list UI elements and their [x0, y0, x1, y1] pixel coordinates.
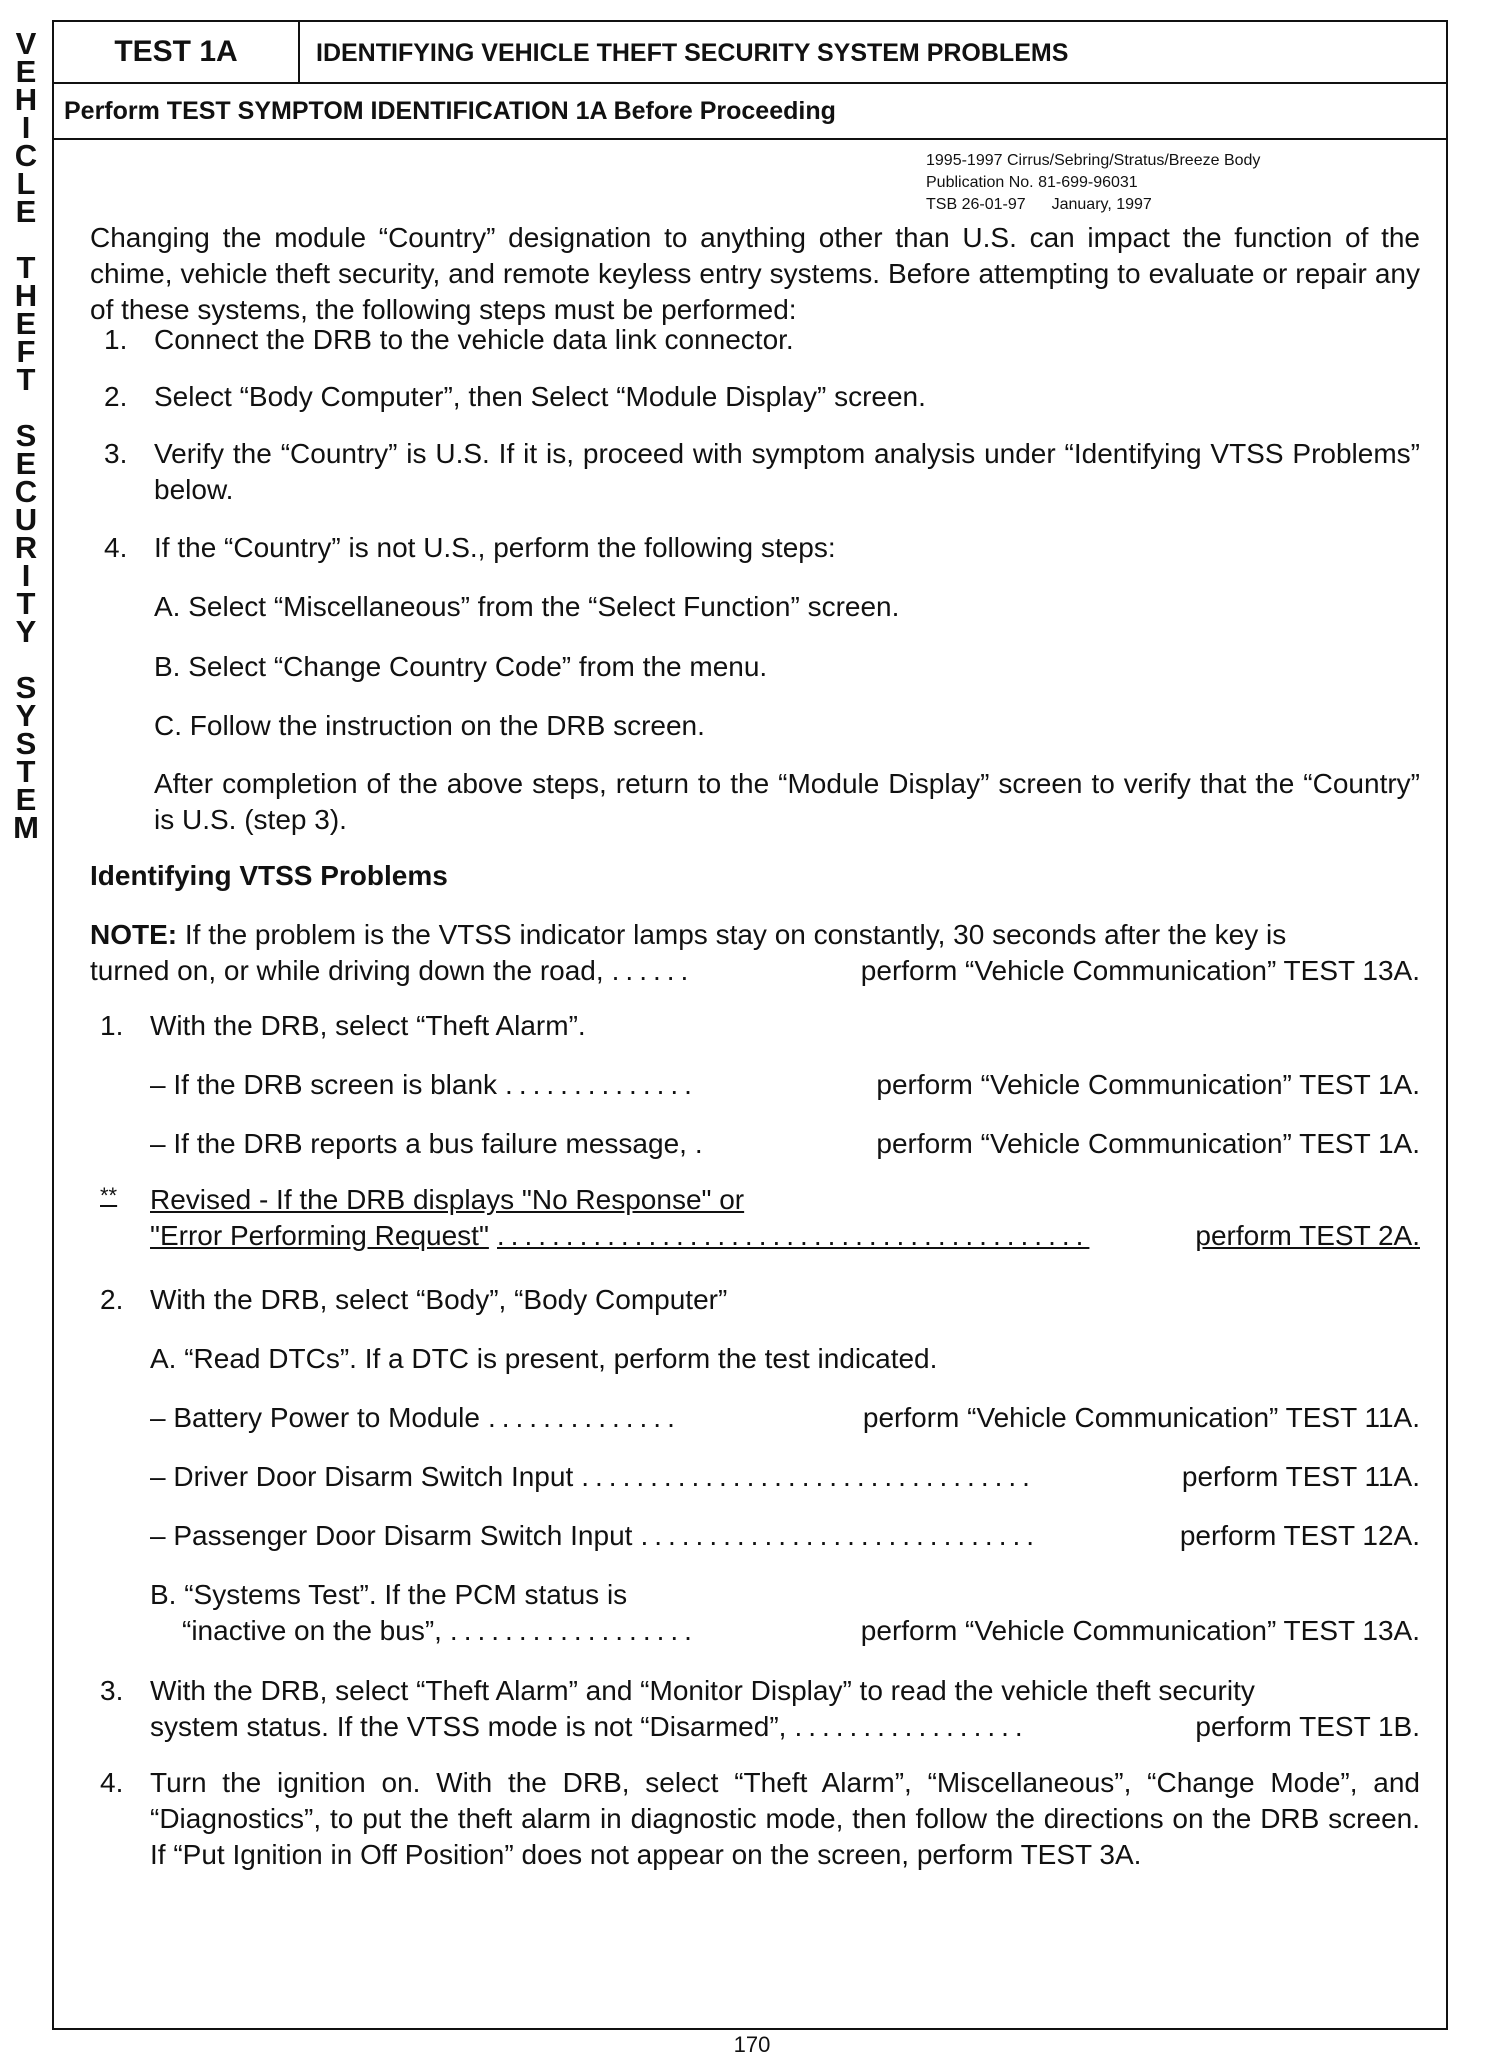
condition-result: perform TEST 2A.	[1195, 1220, 1420, 1251]
test-id: TEST 1A	[54, 22, 300, 82]
vtss-step-2a: A. “Read DTCs”. If a DTC is present, perform the test indicated.	[150, 1343, 938, 1374]
step-number: 1.	[104, 324, 128, 355]
step-text: With the DRB, select “Theft Alarm” and “Monitor Display” to read the vehicle theft security	[150, 1675, 1255, 1706]
test-subtitle: Perform TEST SYMPTOM IDENTIFICATION 1A Before Proceeding	[64, 97, 836, 125]
test-title: IDENTIFYING VEHICLE THEFT SECURITY SYSTEM PROBLEMS	[316, 39, 1069, 67]
step-text: Select “Body Computer”, then Select “Module Display” screen.	[154, 381, 926, 412]
condition-result: perform TEST 11A.	[1181, 1461, 1420, 1492]
sidebar-letter: R	[14, 530, 38, 565]
vtss-step-1b: – If the DRB reports a bus failure message, . perform “Vehicle Communication” TEST 1A.	[150, 1126, 1420, 1162]
sidebar-vertical-title	[2, 26, 50, 845]
vtss-step-2a-3: – Passenger Door Disarm Switch Input ............................. perform TEST 12A.	[150, 1518, 1420, 1554]
sidebar-letter: Y	[15, 698, 37, 733]
vtss-step-2b: B. “Systems Test”. If the PCM status is “inactive on the bus”, .................. perform “Vehicle Communication” TEST 13A.	[150, 1577, 1420, 1649]
step-number: 4.	[100, 1767, 124, 1798]
step-text: With the DRB, select “Body”, “Body Computer”	[150, 1284, 728, 1315]
substep-c: C. Follow the instruction on the DRB screen.	[154, 710, 705, 741]
condition-label: “inactive on the bus”,	[182, 1615, 442, 1646]
vtss-step-2a-2: – Driver Door Disarm Switch Input ................................. perform TEST 11A.	[150, 1459, 1420, 1495]
sidebar-letter: T	[16, 754, 36, 789]
condition-label: – Driver Door Disarm Switch Input	[150, 1461, 574, 1492]
step-4	[104, 530, 1420, 566]
note: NOTE: If the problem is the VTSS indicator lamps stay on constantly, 30 seconds after the key is turned on, or while driving down the road, ...... perform “Vehicle Communication” TEST 13A.	[90, 917, 1420, 989]
sidebar-letter: I	[21, 110, 31, 145]
sidebar-letter: T	[16, 250, 36, 285]
step-text: With the DRB, select “Theft Alarm”.	[150, 1010, 586, 1041]
condition-label: – Battery Power to Module	[150, 1402, 480, 1433]
sidebar-letter: E	[15, 446, 37, 481]
sidebar-letter: C	[14, 138, 38, 173]
condition-result: perform “Vehicle Communication” TEST 1A.	[876, 1128, 1420, 1159]
note-label: NOTE:	[90, 919, 178, 950]
condition-result: perform TEST 1B.	[1195, 1711, 1420, 1742]
step-number: 4.	[104, 532, 128, 563]
sidebar-letter: V	[15, 26, 37, 61]
sidebar-letter: T	[16, 586, 36, 621]
section-heading: Identifying VTSS Problems	[90, 860, 448, 891]
sidebar-letter: Y	[15, 614, 37, 649]
pubinfo-tsb-number: TSB 26-01-97	[926, 196, 1026, 213]
condition-label: – Passenger Door Disarm Switch Input	[150, 1520, 633, 1551]
revision-mark: **	[100, 1183, 118, 1208]
pubinfo-publication: Publication No. 81-699-96031	[926, 174, 1138, 191]
condition-result: perform “Vehicle Communication” TEST 13A.	[860, 1615, 1420, 1646]
note-line-1: If the problem is the VTSS indicator lamps stay on constantly, 30 seconds after the key is	[184, 919, 1287, 950]
condition-label: – If the DRB screen is blank	[150, 1069, 498, 1100]
vtss-step-3: 3. With the DRB, select “Theft Alarm” and “Monitor Display” to read the vehicle theft security system status. If the VTSS mode is not “Disarmed”, ................. perform TEST 1B.	[100, 1673, 1420, 1745]
sidebar-letter: E	[15, 306, 37, 341]
procedure-frame	[52, 20, 1448, 2030]
step-text: If the “Country” is not U.S., perform the following steps:	[154, 532, 836, 563]
sidebar-letter: S	[15, 670, 37, 705]
condition-label: – If the DRB reports a bus failure message,	[150, 1128, 687, 1159]
sidebar-letter: H	[14, 278, 38, 313]
condition-result: perform TEST 12A.	[1179, 1520, 1420, 1551]
vtss-step-1a: – If the DRB screen is blank .............. perform “Vehicle Communication” TEST 1A.	[150, 1067, 1420, 1103]
substep-a: A. Select “Miscellaneous” from the “Select Function” screen.	[154, 591, 900, 622]
step-number: 3.	[104, 438, 128, 469]
substep-b: B. Select “Change Country Code” from the menu.	[154, 651, 768, 682]
step-2	[104, 379, 1420, 415]
step-number: 1.	[100, 1010, 124, 1041]
revision-line-1: Revised - If the DRB displays "No Response" or	[150, 1184, 745, 1215]
step-3	[104, 436, 1420, 508]
step-text: Connect the DRB to the vehicle data link connector.	[154, 324, 794, 355]
condition-result: perform “Vehicle Communication” TEST 11A.	[862, 1402, 1420, 1433]
after-completion: After completion of the above steps, return to the “Module Display” screen to verify that the “Country” is U.S. (step 3).	[154, 768, 1420, 835]
step-number: 2.	[100, 1284, 124, 1315]
sidebar-letter: F	[16, 334, 36, 369]
condition-result: perform “Vehicle Communication” TEST 1A.	[876, 1069, 1420, 1100]
condition-label: "Error Performing Request"	[150, 1220, 489, 1251]
vtss-step-1	[100, 1008, 1420, 1044]
step-text: Turn the ignition on. With the DRB, select “Theft Alarm”, “Miscellaneous”, “Change Mode”, and “Diagnostics”, to put the theft alarm in diagnostic mode, then follow the directions on the DRB screen. If “Put Ignition in Off Position” does not appear on the screen, perform TEST 3A.	[150, 1767, 1420, 1870]
intro-paragraph: Changing the module “Country” designation to anything other than U.S. can impact the function of the chime, vehicle theft security, and remote keyless entry systems. Before attempting to evaluate or repair any of these systems, the following steps must be performed:	[90, 222, 1420, 325]
sidebar-letter: S	[15, 726, 37, 761]
note-line-2: turned on, or while driving down the road,	[90, 955, 604, 986]
pubinfo-tsb	[926, 194, 1260, 216]
sidebar-letter: C	[14, 474, 38, 509]
sidebar-letter: H	[14, 82, 38, 117]
step-number: 2.	[104, 381, 128, 412]
publication-info	[926, 150, 1260, 216]
condition-label: system status. If the VTSS mode is not “Disarmed”,	[150, 1711, 787, 1742]
test-header	[54, 22, 1446, 84]
vtss-step-2a-1: – Battery Power to Module .............. perform “Vehicle Communication” TEST 11A.	[150, 1400, 1420, 1436]
revision-line-2: "Error Performing Request" ........................................... perform TEST 2A.	[150, 1218, 1420, 1254]
sidebar-letter: M	[13, 810, 39, 845]
note-result: perform “Vehicle Communication” TEST 13A.	[860, 955, 1420, 986]
sidebar-letter: S	[15, 418, 37, 453]
pubinfo-body: 1995-1997 Cirrus/Sebring/Stratus/Breeze Body	[926, 152, 1261, 169]
sidebar-letter: E	[15, 782, 37, 817]
substep-text: B. “Systems Test”. If the PCM status is	[150, 1579, 628, 1610]
sidebar-letter: L	[16, 166, 36, 201]
revision-block	[100, 1182, 1420, 1254]
sidebar-letter: T	[16, 362, 36, 397]
step-text: Verify the “Country” is U.S. If it is, proceed with symptom analysis under “Identifying VTSS Problems” below.	[154, 438, 1420, 505]
sidebar-letter: E	[15, 194, 37, 229]
sidebar-letter: U	[14, 502, 38, 537]
pubinfo-date: January, 1997	[1051, 196, 1152, 213]
sidebar-letter: E	[15, 54, 37, 89]
vtss-step-2	[100, 1282, 1420, 1318]
step-number: 3.	[100, 1675, 124, 1706]
step-1	[104, 322, 1420, 358]
vtss-step-4	[100, 1765, 1420, 1873]
sidebar-letter: I	[21, 558, 31, 593]
page-number: 170	[733, 2032, 771, 2057]
test-subheader	[54, 84, 1446, 140]
